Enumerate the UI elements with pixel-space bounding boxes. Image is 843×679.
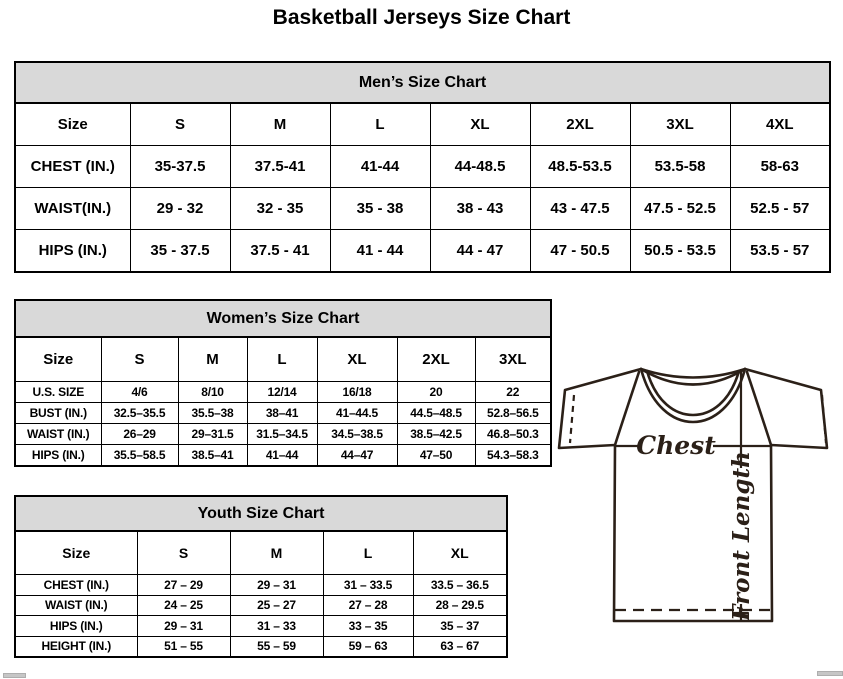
cell: 8/10	[178, 382, 247, 403]
cell: 41–44	[247, 445, 317, 467]
col-header: L	[330, 103, 430, 146]
cell: 35 - 38	[330, 188, 430, 230]
cell: 38–41	[247, 403, 317, 424]
col-header: Size	[15, 531, 137, 575]
col-header: 2XL	[530, 103, 630, 146]
cell: 41 - 44	[330, 230, 430, 273]
table-row	[15, 188, 830, 230]
scrollbar-artifact-left	[3, 673, 26, 678]
cell: 54.3–58.3	[475, 445, 551, 467]
cell: 22	[475, 382, 551, 403]
col-header: S	[101, 337, 178, 382]
cell: 38.5–42.5	[397, 424, 475, 445]
row-label: HIPS (IN.)	[15, 616, 137, 637]
cell: 12/14	[247, 382, 317, 403]
row-label: BUST (IN.)	[15, 403, 101, 424]
table-row	[15, 616, 507, 637]
cell: 29 - 32	[130, 188, 230, 230]
jersey-measurement-diagram	[553, 358, 843, 630]
col-header: Size	[15, 103, 130, 146]
cell: 31 – 33	[230, 616, 323, 637]
page-title: Basketball Jerseys Size Chart	[272, 6, 571, 29]
cell: 35.5–58.5	[101, 445, 178, 467]
cell: 46.8–50.3	[475, 424, 551, 445]
cell: 63 – 67	[413, 636, 507, 657]
cell: 52.8–56.5	[475, 403, 551, 424]
mens-size-table	[14, 61, 831, 273]
cell: 58-63	[730, 146, 830, 188]
cell: 27 – 29	[137, 575, 230, 596]
cell: 35 - 37.5	[130, 230, 230, 273]
cell: 37.5-41	[230, 146, 330, 188]
front-length-label: Front Length	[728, 451, 755, 621]
cell: 27 – 28	[323, 595, 413, 616]
cell: 33 – 35	[323, 616, 413, 637]
col-header: XL	[413, 531, 507, 575]
cell: 53.5 - 57	[730, 230, 830, 273]
table-row	[15, 382, 551, 403]
cell: 41-44	[330, 146, 430, 188]
col-header: XL	[430, 103, 530, 146]
cell: 35 – 37	[413, 616, 507, 637]
col-header: S	[137, 531, 230, 575]
cell: 47–50	[397, 445, 475, 467]
womens-size-table	[14, 299, 552, 467]
row-label: HIPS (IN.)	[15, 445, 101, 467]
cell: 34.5–38.5	[317, 424, 397, 445]
cell: 47 - 50.5	[530, 230, 630, 273]
cell: 28 – 29.5	[413, 595, 507, 616]
jersey-outline	[559, 369, 827, 621]
col-header: 3XL	[630, 103, 730, 146]
table-row	[15, 575, 507, 596]
scrollbar-artifact-right	[817, 671, 843, 676]
col-header: 3XL	[475, 337, 551, 382]
cell: 31 – 33.5	[323, 575, 413, 596]
mens-section-header: Men’s Size Chart	[15, 62, 830, 103]
womens-section-header: Women’s Size Chart	[15, 300, 551, 337]
cell: 4/6	[101, 382, 178, 403]
cell: 26–29	[101, 424, 178, 445]
cell: 44-48.5	[430, 146, 530, 188]
col-header: M	[178, 337, 247, 382]
cell: 44 - 47	[430, 230, 530, 273]
cell: 43 - 47.5	[530, 188, 630, 230]
row-label: U.S. SIZE	[15, 382, 101, 403]
cell: 37.5 - 41	[230, 230, 330, 273]
row-label: HIPS (IN.)	[15, 230, 130, 273]
cell: 16/18	[317, 382, 397, 403]
col-header: L	[323, 531, 413, 575]
col-header: M	[230, 531, 323, 575]
cell: 38 - 43	[430, 188, 530, 230]
cell: 47.5 - 52.5	[630, 188, 730, 230]
row-label: WAIST(IN.)	[15, 188, 130, 230]
cell: 50.5 - 53.5	[630, 230, 730, 273]
left-cuff-dashed-line	[570, 395, 574, 443]
cell: 25 – 27	[230, 595, 323, 616]
cell: 20	[397, 382, 475, 403]
cell: 52.5 - 57	[730, 188, 830, 230]
chest-label: Chest	[636, 431, 716, 460]
cell: 29 – 31	[230, 575, 323, 596]
col-header: L	[247, 337, 317, 382]
table-row	[15, 595, 507, 616]
table-row	[15, 424, 551, 445]
cell: 24 – 25	[137, 595, 230, 616]
table-row	[15, 230, 830, 273]
row-label: CHEST (IN.)	[15, 575, 137, 596]
table-row	[15, 445, 551, 467]
col-header: 2XL	[397, 337, 475, 382]
col-header: M	[230, 103, 330, 146]
col-header: Size	[15, 337, 101, 382]
col-header: S	[130, 103, 230, 146]
cell: 35.5–38	[178, 403, 247, 424]
table-row	[15, 403, 551, 424]
cell: 51 – 55	[137, 636, 230, 657]
cell: 33.5 – 36.5	[413, 575, 507, 596]
table-row	[15, 636, 507, 657]
cell: 31.5–34.5	[247, 424, 317, 445]
youth-section-header: Youth Size Chart	[15, 496, 507, 531]
cell: 41–44.5	[317, 403, 397, 424]
table-row	[15, 146, 830, 188]
youth-size-table	[14, 495, 508, 658]
row-label: WAIST (IN.)	[15, 595, 137, 616]
cell: 38.5–41	[178, 445, 247, 467]
cell: 29–31.5	[178, 424, 247, 445]
cell: 32.5–35.5	[101, 403, 178, 424]
cell: 59 – 63	[323, 636, 413, 657]
right-armhole-seam	[747, 372, 771, 445]
cell: 32 - 35	[230, 188, 330, 230]
cell: 55 – 59	[230, 636, 323, 657]
cell: 29 – 31	[137, 616, 230, 637]
cell: 48.5-53.5	[530, 146, 630, 188]
row-label: WAIST (IN.)	[15, 424, 101, 445]
cell: 44.5–48.5	[397, 403, 475, 424]
row-label: CHEST (IN.)	[15, 146, 130, 188]
col-header: XL	[317, 337, 397, 382]
row-label: HEIGHT (IN.)	[15, 636, 137, 657]
col-header: 4XL	[730, 103, 830, 146]
cell: 35-37.5	[130, 146, 230, 188]
cell: 53.5-58	[630, 146, 730, 188]
cell: 44–47	[317, 445, 397, 467]
